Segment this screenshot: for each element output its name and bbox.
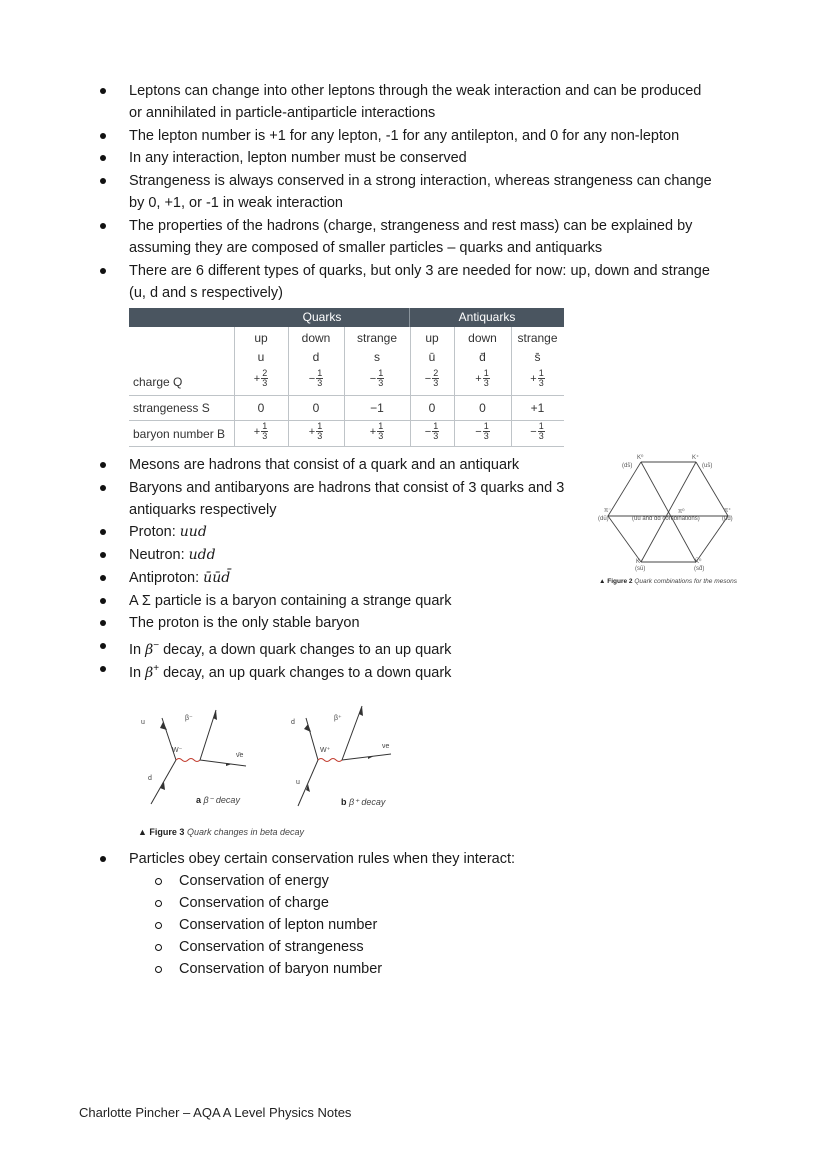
bullet-text: by 0, +1, or -1 in weak interaction — [129, 195, 343, 211]
sub-bullet-ring — [155, 966, 162, 973]
diagram-b-neutrino: νe — [382, 743, 390, 750]
bullet-text: (u, d and s respectively) — [129, 285, 283, 301]
col-name-down: down — [301, 331, 331, 345]
diagram-a-down-quark: d — [148, 775, 152, 782]
diagram-b-down-quark: d — [291, 719, 295, 726]
col-symbol: s — [374, 350, 380, 364]
svg-text:(uū and dd̄ combinations): (uū and dd̄ combinations) — [632, 516, 700, 522]
bullet-text: The proton is the only stable baryon — [129, 615, 360, 631]
proton-formula: uud — [179, 524, 207, 540]
svg-text:(sd̄): (sd̄) — [694, 566, 705, 572]
col-symbol: d — [312, 350, 320, 364]
bullet-dot — [100, 598, 106, 604]
diagram-a-antineutrino: ν̄e — [236, 752, 244, 759]
bullet-text: Leptons can change into other leptons through the weak interaction and can be produced — [129, 83, 702, 99]
bullet-dot — [100, 462, 106, 468]
antiproton-formula: ūūd̄ — [203, 570, 231, 586]
bullet-dot — [100, 552, 106, 558]
row-label-baryon-number: baryon number B — [133, 427, 226, 441]
bullet-dot — [100, 133, 106, 139]
charge-anti-up: − $\frac{2}{3}$ — [424, 368, 439, 388]
bullet-text: or annihilated in particle-antiparticle interactions — [129, 105, 436, 121]
diagram-a-up-quark: u — [141, 719, 145, 726]
col-name-anti-down: down — [468, 331, 497, 345]
col-name-anti-up: up — [425, 331, 439, 345]
charge-anti-strange: + $\frac{1}{3}$ — [530, 368, 544, 388]
baryon-strange: + $\frac{1}{3}$ — [369, 421, 384, 441]
baryon-anti-down: − $\frac{1}{3}$ — [475, 421, 489, 441]
bullet-text: assuming they are composed of smaller particles – quarks and antiquarks — [129, 240, 603, 256]
strangeness-anti-up: 0 — [428, 401, 436, 415]
bullet-text: Baryons and antibaryons are hadrons that consist of 3 quarks and 3 — [129, 480, 565, 496]
svg-text:(ud̄): (ud̄) — [722, 516, 733, 522]
sub-bullet-ring — [155, 944, 162, 951]
baryon-anti-up: − $\frac{1}{3}$ — [424, 421, 439, 441]
bullet-text: Proton: — [129, 524, 180, 540]
bullet-text: The properties of the hadrons (charge, strangeness and rest mass) can be explained by — [129, 218, 693, 234]
bullet-text: The lepton number is +1 for any lepton, -1 for any antilepton, and 0 for any non-lepton — [129, 128, 680, 144]
kaon-zero-label: K⁰ — [637, 455, 644, 461]
bullet-text: Strangeness is always conserved in a strong interaction, whereas strangeness can change — [129, 173, 712, 189]
bullet-text: antiquarks respectively — [129, 502, 277, 518]
bullet-dot — [100, 575, 106, 581]
baryon-anti-strange: − $\frac{1}{3}$ — [530, 421, 544, 441]
diagram-a-beta-minus: β⁻ — [185, 715, 193, 722]
diagram-b-w-plus: W⁺ — [320, 747, 331, 754]
bullet-text: Mesons are hadrons that consist of a quark and an antiquark — [129, 457, 520, 473]
kaon-plus-label: K⁺ — [692, 455, 700, 461]
beta-decay-figure — [136, 700, 426, 845]
diagram-b-up-quark: u — [296, 779, 300, 786]
bullet-dot — [100, 620, 106, 626]
sub-bullet-ring — [155, 878, 162, 885]
svg-text:(dū): (dū) — [598, 516, 609, 522]
meson-hexagon-figure — [596, 452, 756, 592]
sub-bullet-ring — [155, 922, 162, 929]
svg-text:(ds̄): (ds̄) — [622, 463, 633, 469]
pion-plus-label: π⁺ — [724, 508, 732, 514]
bullet-dot — [100, 485, 106, 491]
bullet-dot — [100, 856, 106, 862]
col-name-anti-strange: strange — [517, 331, 558, 345]
bullet-dot — [100, 666, 106, 672]
sub-bullet-ring — [155, 900, 162, 907]
kaon-minus-label: K⁻ — [636, 559, 644, 565]
diagram-a-w-minus: W⁻ — [172, 747, 183, 754]
charge-down: − $\frac{1}{3}$ — [308, 368, 323, 388]
diagram-a-caption: a β⁻ decay — [196, 795, 240, 805]
strangeness-anti-strange: +1 — [530, 401, 545, 415]
bullet-text: Antiproton: — [129, 570, 204, 586]
bullet-dot — [100, 223, 106, 229]
row-label-strangeness: strangeness S — [133, 401, 210, 415]
bullet-dot — [100, 155, 106, 161]
baryon-down: + $\frac{1}{3}$ — [308, 421, 323, 441]
charge-strange: − $\frac{1}{3}$ — [369, 368, 384, 388]
bullet-dot — [100, 88, 106, 94]
baryon-up: + $\frac{1}{3}$ — [253, 421, 268, 441]
quark-properties-table — [129, 308, 564, 447]
page-footer: Charlotte Pincher – AQA A Level Physics Notes — [79, 1105, 352, 1120]
col-symbol: u — [257, 350, 265, 364]
meson-hexagon-diagram — [596, 452, 756, 574]
bullet-dot — [100, 268, 106, 274]
bullet-text: There are 6 different types of quarks, but only 3 are needed for now: up, down and strange — [129, 263, 710, 279]
strangeness-down: 0 — [312, 401, 320, 415]
col-name-strange: strange — [356, 331, 398, 345]
col-symbol: d̄ — [479, 350, 486, 364]
pion-minus-label: π⁻ — [604, 508, 612, 514]
strangeness-strange: −1 — [370, 401, 384, 415]
bullet-text: Particles obey certain conservation rules when they interact: — [129, 851, 516, 867]
diagram-b-beta-plus: β⁺ — [334, 715, 342, 722]
bullet-text: In any interaction, lepton number must be conserved — [129, 150, 467, 166]
charge-up: + $\frac{2}{3}$ — [253, 368, 268, 388]
figure-2-caption: ▲ Figure 2 Quark combinations for the mesons — [599, 578, 737, 585]
beta-decay-feynman-diagrams — [136, 700, 426, 810]
col-symbol: s̄ — [534, 350, 541, 364]
strangeness-anti-down: 0 — [479, 401, 486, 415]
anti-kaon-zero-label: K̄⁰ — [695, 559, 702, 565]
col-symbol: ū — [428, 350, 436, 364]
row-label-charge: charge Q — [133, 375, 183, 389]
strangeness-up: 0 — [257, 401, 265, 415]
pion-zero-label: π⁰ — [678, 509, 685, 515]
bullet-text: Neutron: — [129, 547, 189, 563]
svg-text:(sū): (sū) — [635, 566, 646, 572]
bullet-text: A Σ particle is a baryon containing a strange quark — [129, 593, 452, 609]
quarks-group-header: Quarks — [234, 308, 410, 327]
svg-text:(us̄): (us̄) — [702, 463, 713, 469]
neutron-formula: udd — [188, 547, 216, 563]
bullet-dot — [100, 178, 106, 184]
bullet-dot — [100, 643, 106, 649]
figure-3-caption: ▲ Figure 3 Quark changes in beta decay — [138, 827, 305, 837]
charge-anti-down: + $\frac{1}{3}$ — [475, 368, 489, 388]
col-name-up: up — [254, 331, 268, 345]
bullet-dot — [100, 529, 106, 535]
antiquarks-group-header: Antiquarks — [410, 308, 564, 327]
diagram-b-caption: b β⁺ decay — [341, 797, 386, 807]
